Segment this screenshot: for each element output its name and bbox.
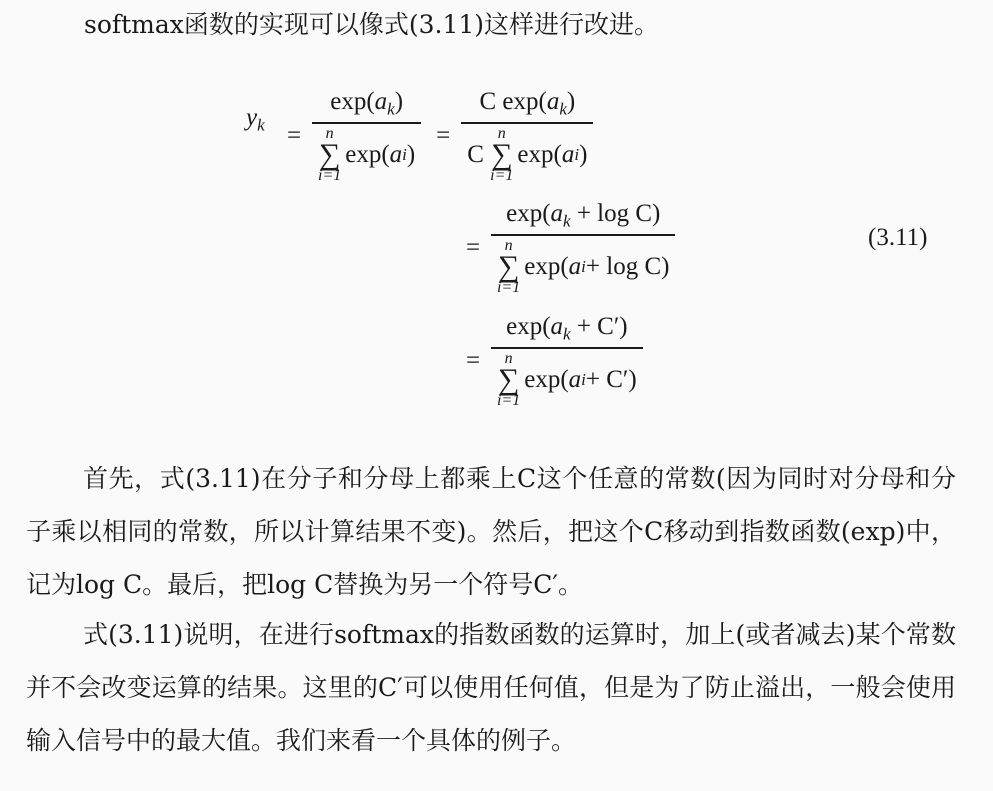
fraction-2 <box>461 88 593 184</box>
body-paragraph-1: 首先，式(3.11)在分子和分母上都乘上C这个任意的常数(因为同时对分母和分子乘以相同的常数，所以计算结果不变)。然后，把这个C移动到指数函数(exp)中，记为log C。最后，把log C替换为另一个符号C′。 <box>26 464 956 599</box>
equation-row-2: = $\exp(a_k + \log C)$ n ∑ i=1 exp( a i + log C) <box>455 200 675 296</box>
equation-row-3: = $\exp(a_k + C')$ n ∑ i=1 exp( a i + C′) <box>455 313 643 409</box>
denominator: n ∑ i=1 exp( a i ) <box>318 124 416 184</box>
fraction-1 <box>312 88 421 184</box>
fraction-4 <box>491 313 643 409</box>
equation-lhs: $y_k$ <box>246 104 265 135</box>
equation-row-1: = $\exp(a_k)$ n ∑ i=1 exp( a i ) = C $\exp(a_k)$ C n ∑ i=1 exp( a i ) <box>276 88 593 184</box>
sum-symbol: n ∑ i=1 <box>318 124 342 184</box>
fraction-3 <box>491 200 675 296</box>
sum-symbol: n ∑ i=1 <box>497 349 521 409</box>
numerator: C $\exp(a_k)$ <box>479 88 576 119</box>
body-paragraph-2: 式(3.11)说明，在进行softmax的指数函数的运算时，加上(或者减去)某个常数并不会改变运算的结果。这里的C′可以使用任何值，但是为了防止溢出，一般会使用输入信号中的最大值。我们来看一个具体的例子。 <box>26 620 956 755</box>
denominator: n ∑ i=1 exp( a i + log C) <box>497 236 670 296</box>
numerator: $\exp(a_k)$ <box>330 88 404 119</box>
intro-paragraph: softmax函数的实现可以像式(3.11)这样进行改进。 <box>84 10 660 39</box>
sum-symbol: n ∑ i=1 <box>490 124 514 184</box>
numerator: $\exp(a_k + C')$ <box>506 313 628 344</box>
numerator: $\exp(a_k + \log C)$ <box>506 200 661 231</box>
sum-symbol: n ∑ i=1 <box>497 236 521 296</box>
denominator: n ∑ i=1 exp( a i + C′) <box>497 349 637 409</box>
denominator: C n ∑ i=1 exp( a i ) <box>467 124 588 184</box>
equation-number: (3.11) <box>868 224 928 251</box>
